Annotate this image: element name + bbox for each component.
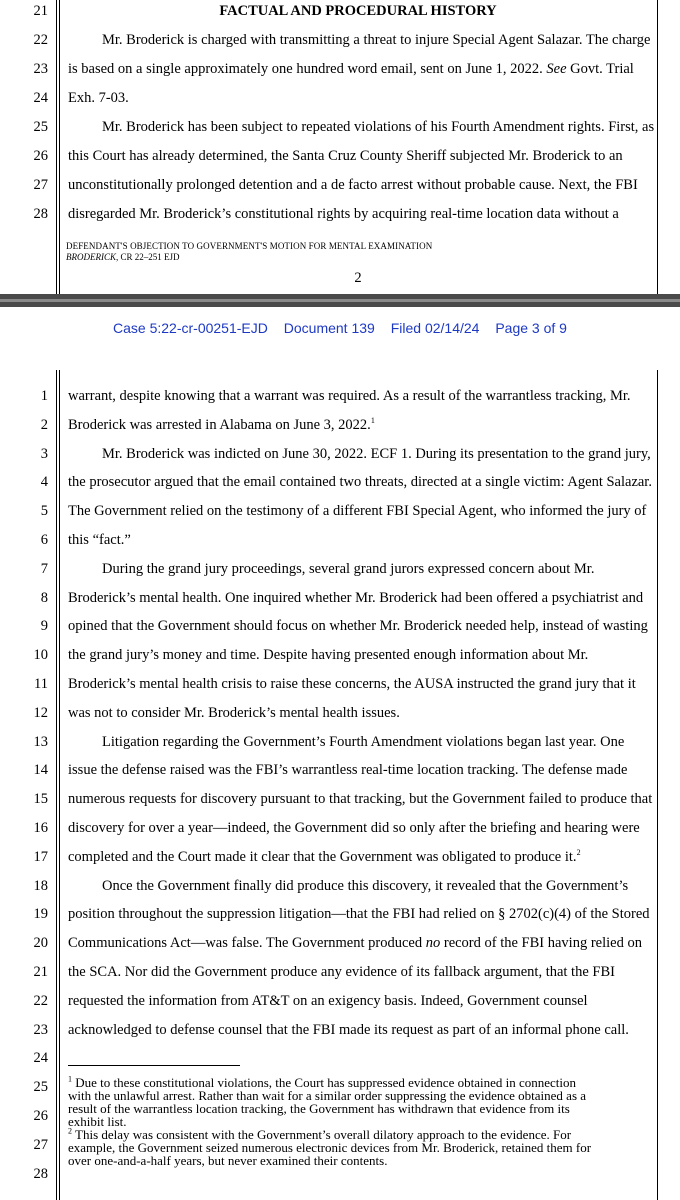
margin-rule	[657, 0, 658, 294]
text-line	[68, 591, 648, 606]
ecf-case-header	[0, 320, 680, 336]
text-line	[68, 821, 648, 836]
line-number: 8	[40, 590, 48, 606]
footnote-separator	[68, 1065, 240, 1066]
footnote-marker: 2	[68, 1126, 72, 1136]
text-line	[68, 994, 648, 1009]
line-number: 21	[33, 964, 48, 980]
text-line	[68, 504, 648, 519]
text-segment: record of the FBI having relied on	[440, 935, 642, 951]
text-segment: Communications Act—was false. The Government produced	[68, 935, 426, 951]
footnote-line	[68, 1102, 628, 1115]
text-segment: discovery for over a year—indeed, the Government did so only after the briefing and hearing were	[68, 820, 640, 836]
line-number: 6	[40, 532, 48, 548]
text-line	[68, 879, 648, 894]
previous-page	[0, 0, 680, 294]
line-number: 2	[40, 417, 48, 433]
line-number: 25	[33, 1079, 48, 1095]
text-segment: warrant, despite knowing that a warrant was required. As a result of the warrantless tracking, Mr.	[68, 388, 631, 404]
text-segment: Once the Government finally did produce this discovery, it revealed that the Government’s	[102, 878, 629, 894]
margin-rule	[657, 370, 658, 1200]
line-number: 21	[33, 3, 48, 19]
text-segment: Mr. Broderick was indicted on June 30, 2022. ECF 1. During its presentation to the grand jury,	[102, 446, 651, 462]
line-number: 12	[33, 705, 48, 721]
text-line	[68, 1023, 648, 1038]
text-line	[68, 533, 648, 548]
text-segment: requested the information from AT&T on an exigency basis. Indeed, Government counsel	[68, 993, 588, 1009]
line-number: 7	[40, 561, 48, 577]
text-segment: numerous requests for discovery pursuant to that tracking, but the Government failed to produce that	[68, 791, 653, 807]
text-line	[68, 763, 648, 778]
footnote-reference: 1	[370, 416, 375, 426]
footnote-text: This delay was consistent with the Government’s overall dilatory approach to the evidence. For	[75, 1127, 572, 1142]
text-segment: Broderick’s mental health. One inquired whether Mr. Broderick had been offered a psychiatrist and	[68, 590, 644, 606]
line-number: 9	[40, 618, 48, 634]
line-number: 16	[33, 820, 48, 836]
footnote-marker: 1	[68, 1074, 72, 1084]
text-line	[68, 207, 648, 222]
line-number: 26	[33, 148, 48, 164]
text-line	[68, 474, 652, 490]
text-line	[68, 446, 651, 462]
footnote-text: with the unlawful arrest. Rather than wait for a similar order suppressing the evidence obtained as a	[68, 1088, 587, 1103]
line-number: 17	[33, 849, 48, 865]
footnote-text: exhibit list.	[68, 1114, 127, 1129]
text-line	[68, 965, 648, 980]
footnote-line	[68, 1154, 628, 1167]
text-segment: position throughout the suppression litigation—that the FBI had relied on § 2702(c)(4) of the Stored	[68, 906, 650, 922]
page-indicator: Page 3 of 9	[495, 320, 567, 336]
text-segment: Broderick’s mental health crisis to raise these concerns, the AUSA instructed the grand jury that it	[68, 676, 636, 692]
case-number: , CR 22–251 EJD	[116, 252, 180, 262]
line-number: 15	[33, 791, 48, 807]
text-line	[68, 562, 648, 577]
text-line	[68, 648, 648, 663]
line-number: 10	[33, 647, 48, 663]
line-number: 14	[33, 762, 48, 778]
text-segment: completed and the Court made it clear that the Government was obligated to produce it.	[68, 849, 577, 865]
line-number: 24	[33, 1050, 48, 1066]
line-number: 28	[33, 206, 48, 222]
margin-rule	[56, 0, 57, 294]
text-segment: the grand jury’s money and time. Despite having presented enough information about Mr.	[68, 647, 589, 663]
emphasized-text: See	[546, 61, 567, 77]
line-number: 13	[33, 734, 48, 750]
line-number: 24	[33, 90, 48, 106]
text-segment: the prosecutor argued that the email contained two threats, directed at a single victim: Agent Salazar.	[68, 474, 652, 490]
text-line	[68, 62, 648, 77]
text-line	[68, 907, 648, 922]
footnote-reference: 2	[576, 848, 581, 858]
text-line	[68, 32, 651, 48]
text-line	[68, 706, 648, 721]
line-number: 5	[40, 503, 48, 519]
line-number: 4	[40, 474, 48, 490]
text-segment: was not to consider Mr. Broderick’s mental health issues.	[68, 705, 400, 721]
text-segment: Govt. Trial	[566, 61, 634, 77]
text-line	[68, 735, 648, 750]
line-number: 11	[34, 676, 48, 692]
text-segment: acknowledged to defense counsel that the FBI made its request as part of an informal phone call.	[68, 1022, 629, 1038]
text-line	[68, 389, 648, 404]
text-segment: is based on a single approximately one hundred word email, sent on June 1, 2022.	[68, 61, 547, 77]
document-footer-case	[66, 253, 180, 262]
text-segment: disregarded Mr. Broderick’s constitutional rights by acquiring real-time location data without a	[68, 206, 619, 222]
case-number-header: Case 5:22-cr-00251-EJD	[113, 320, 268, 336]
text-line	[68, 178, 648, 193]
page-number: 2	[354, 270, 362, 286]
text-line	[68, 791, 653, 807]
text-line	[68, 91, 648, 106]
line-number: 25	[33, 119, 48, 135]
current-page	[0, 307, 680, 1200]
margin-rule	[59, 370, 60, 1200]
text-segment: unconstitutionally prolonged detention and a de facto arrest without probable cause. Next, the FBI	[68, 177, 638, 193]
footnote-text: over one-and-a-half years, but never examined their contents.	[68, 1153, 388, 1168]
line-number: 26	[33, 1108, 48, 1124]
text-segment: the SCA. Nor did the Government produce any evidence of its fallback argument, that the FBI	[68, 964, 615, 980]
page-divider	[0, 294, 680, 307]
case-name: BRODERICK	[66, 252, 116, 262]
line-number: 28	[33, 1166, 48, 1182]
text-segment: The Government relied on the testimony of a different FBI Special Agent, who informed the jury of	[68, 503, 647, 519]
text-segment: this Court has already determined, the Santa Cruz County Sheriff subjected Mr. Broderick to an	[68, 148, 623, 164]
text-line	[68, 149, 648, 164]
footnote-text: Due to these constitutional violations, the Court has suppressed evidence obtained in connection	[75, 1075, 576, 1090]
line-number: 3	[40, 446, 48, 462]
text-segment: opined that the Government should focus on whether Mr. Broderick needed help, instead of wasting	[68, 618, 648, 634]
line-number: 19	[33, 906, 48, 922]
text-line	[68, 850, 648, 865]
margin-rule	[56, 370, 57, 1200]
emphasized-text: no	[425, 935, 441, 951]
text-segment: this “fact.”	[68, 532, 131, 548]
line-number: 22	[33, 32, 48, 48]
text-segment: Exh. 7-03.	[68, 90, 129, 106]
line-number: 23	[33, 1022, 48, 1038]
text-segment: Mr. Broderick is charged with transmitting a threat to injure Special Agent Salazar. The charge	[102, 32, 651, 48]
document-number: Document 139	[283, 320, 375, 336]
line-number: 23	[33, 61, 48, 77]
line-number: 1	[40, 388, 48, 404]
text-segment: issue the defense raised was the FBI’s warrantless real-time location tracking. The defense made	[68, 762, 628, 778]
text-segment: During the grand jury proceedings, several grand jurors expressed concern about Mr.	[102, 561, 595, 577]
margin-rule	[59, 0, 60, 294]
line-number: 22	[33, 993, 48, 1009]
footnote-text: example, the Government seized numerous electronic devices from Mr. Broderick, retained them for	[68, 1140, 592, 1155]
line-number: 18	[33, 878, 48, 894]
text-line	[68, 619, 648, 634]
text-segment: Litigation regarding the Government’s Fourth Amendment violations began last year. One	[102, 734, 625, 750]
line-number: 27	[33, 177, 48, 193]
section-heading: FACTUAL AND PROCEDURAL HISTORY	[219, 3, 497, 19]
text-line	[68, 119, 655, 135]
text-line	[68, 418, 648, 433]
text-line	[68, 936, 648, 951]
document-footer-title: DEFENDANT'S OBJECTION TO GOVERNMENT'S MOTION FOR MENTAL EXAMINATION	[66, 241, 433, 251]
line-number: 20	[33, 935, 48, 951]
filed-date: Filed 02/14/24	[390, 320, 480, 336]
text-segment: Broderick was arrested in Alabama on June 3, 2022.	[68, 417, 371, 433]
footnote-text: result of the warrantless location tracking, the Government has withdrawn that evidence from its	[68, 1101, 570, 1116]
text-line	[68, 677, 648, 692]
line-number: 27	[33, 1137, 48, 1153]
text-segment: Mr. Broderick has been subject to repeated violations of his Fourth Amendment rights. First, as	[102, 119, 655, 135]
